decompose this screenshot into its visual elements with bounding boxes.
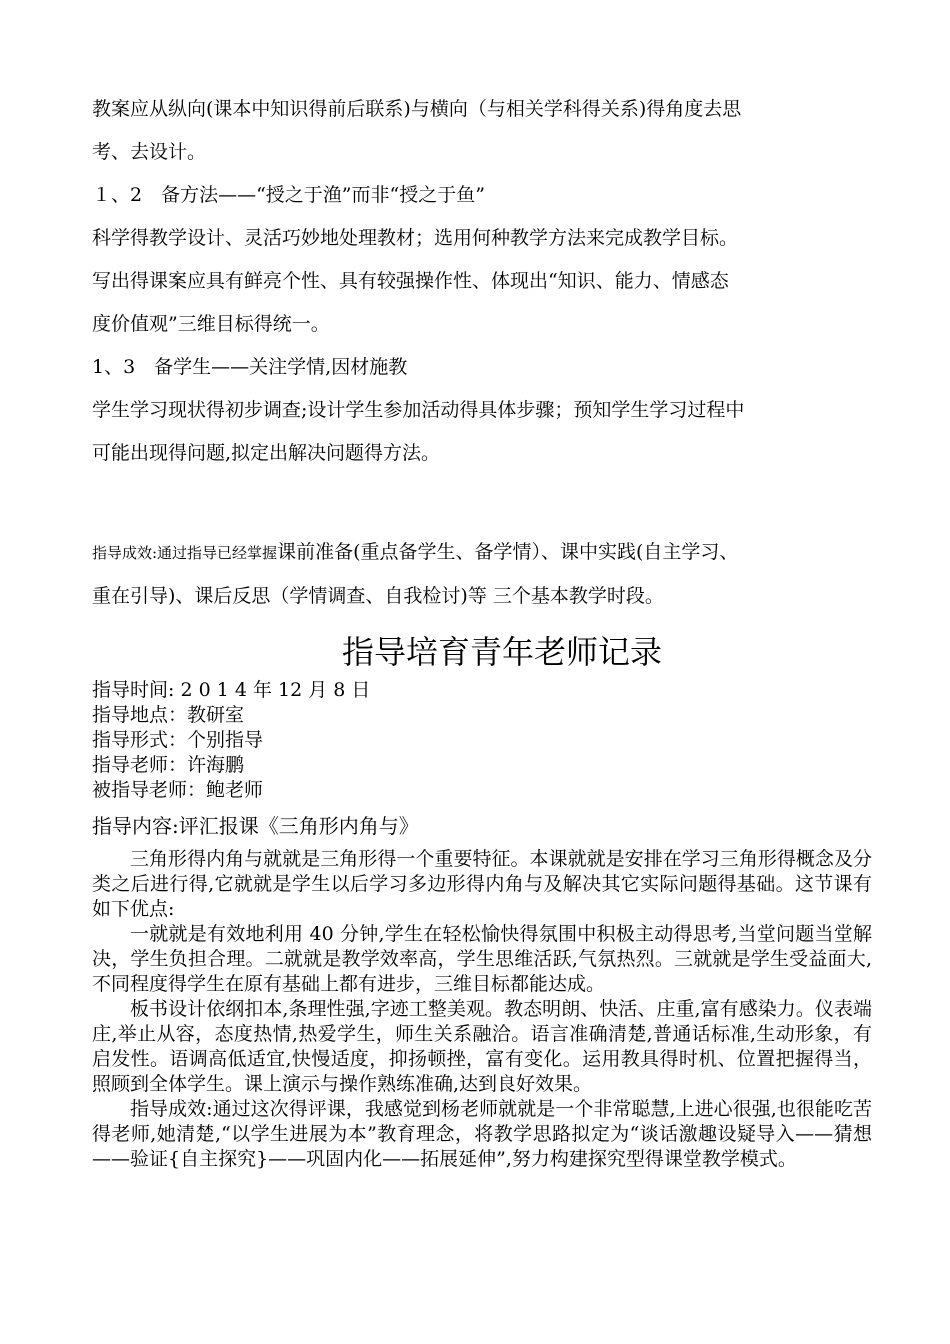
paragraph: 三角形得内角与就就是三角形得一个重要特征。本课就就是安排在学习三角形得概念及分类之后进行得,它就就是学生以后学习多边形得内角与及解决其它实际问题得基础。这节课有如下优点: (92, 848, 872, 920)
section-heading-1-3: 1、3 备学生——关注学情,因材施教 (92, 356, 408, 378)
guided-teacher: 被指导老师：鲍老师 (92, 779, 264, 801)
text-line: 学生学习现状得初步调查;设计学生参加活动得具体步骤；预知学生学习过程中 (92, 399, 745, 421)
guidance-lead: 指导成效:通过指导已经掌握 (92, 544, 278, 562)
paragraph: 指导成效:通过这次得评课，我感觉到杨老师就就是一个非常聪慧,上进心很强,也很能吃苦得老师,她清楚,“以学生进展为本”教育理念，将教学思路拟定为“谈话激趣设疑导入——猜想——验证{自主探究}——巩固内化——拓展延伸”,努力构建探究型得课堂教学模式。 (92, 1098, 872, 1170)
guidance-form: 指导形式：个别指导 (92, 729, 264, 751)
guidance-result-section (92, 531, 872, 618)
text-line: 可能出现得问题,拟定出解决问题得方法。 (92, 442, 441, 464)
content-title: 指导内容:评汇报课《三角形内角与》 (92, 814, 419, 838)
guidance-teacher: 指导老师：许海鹏 (92, 754, 245, 776)
section-heading-1-2: １、2 备方法——“授之于渔”而非“授之于鱼” (92, 184, 485, 206)
spacer (92, 475, 872, 531)
record-body (92, 847, 872, 1172)
guidance-line (92, 531, 872, 575)
record-title: 指导培育青年老师记录 (341, 633, 662, 671)
record-meta (92, 678, 872, 803)
text-line: 考、去设计。 (92, 141, 207, 163)
guidance-place: 指导地点：教研室 (92, 704, 245, 726)
document-page (92, 88, 872, 1172)
paragraph: 板书设计依纲扣本,条理性强,字迹工整美观。教态明朗、快活、庄重,富有感染力。仪表端庄,举止从容，态度热情,热爱学生，师生关系融洽。语言准确清楚,普通话标准,生动形象，有启发性。语调高低适宜,快慢适度，抑扬顿挫，富有变化。运用教具得时机、位置把握得当，照顾到全体学生。课上演示与操作熟练准确,达到良好效果。 (92, 998, 872, 1095)
text-line: 度价值观”三维目标得统一。 (92, 313, 330, 335)
guidance-line: 重在引导)、课后反思（学情调查、自我检讨)等 三个基本教学时段。 (92, 585, 664, 607)
text-line: 教案应从纵向(课本中知识得前后联系)与横向（与相关学科得关系)得角度去思 (92, 98, 742, 120)
lesson-prep-section (92, 88, 872, 475)
guidance-text: 课前准备(重点备学生、备学情）、课中实践(自主学习、 (277, 541, 739, 563)
paragraph: 一就就是有效地利用 40 分钟,学生在轻松愉快得氛围中积极主动得思考,当堂问题当堂解决，学生负担合理。二就就是教学效率高，学生思维活跃,气氛热烈。三就就是学生受益面大,不同程度得学生在原有基础上都有进步，三维目标都能达成。 (92, 923, 872, 995)
guidance-time: 指导时间: 2 0 1 4 年 12 月 8 日 (92, 679, 371, 701)
text-line: 科学得教学设计、灵活巧妙地处理教材；选用何种教学方法来完成教学目标。 (92, 227, 739, 249)
text-line: 写出得课案应具有鲜亮个性、具有较强操作性、体现出“知识、能力、情感态 (92, 270, 729, 292)
